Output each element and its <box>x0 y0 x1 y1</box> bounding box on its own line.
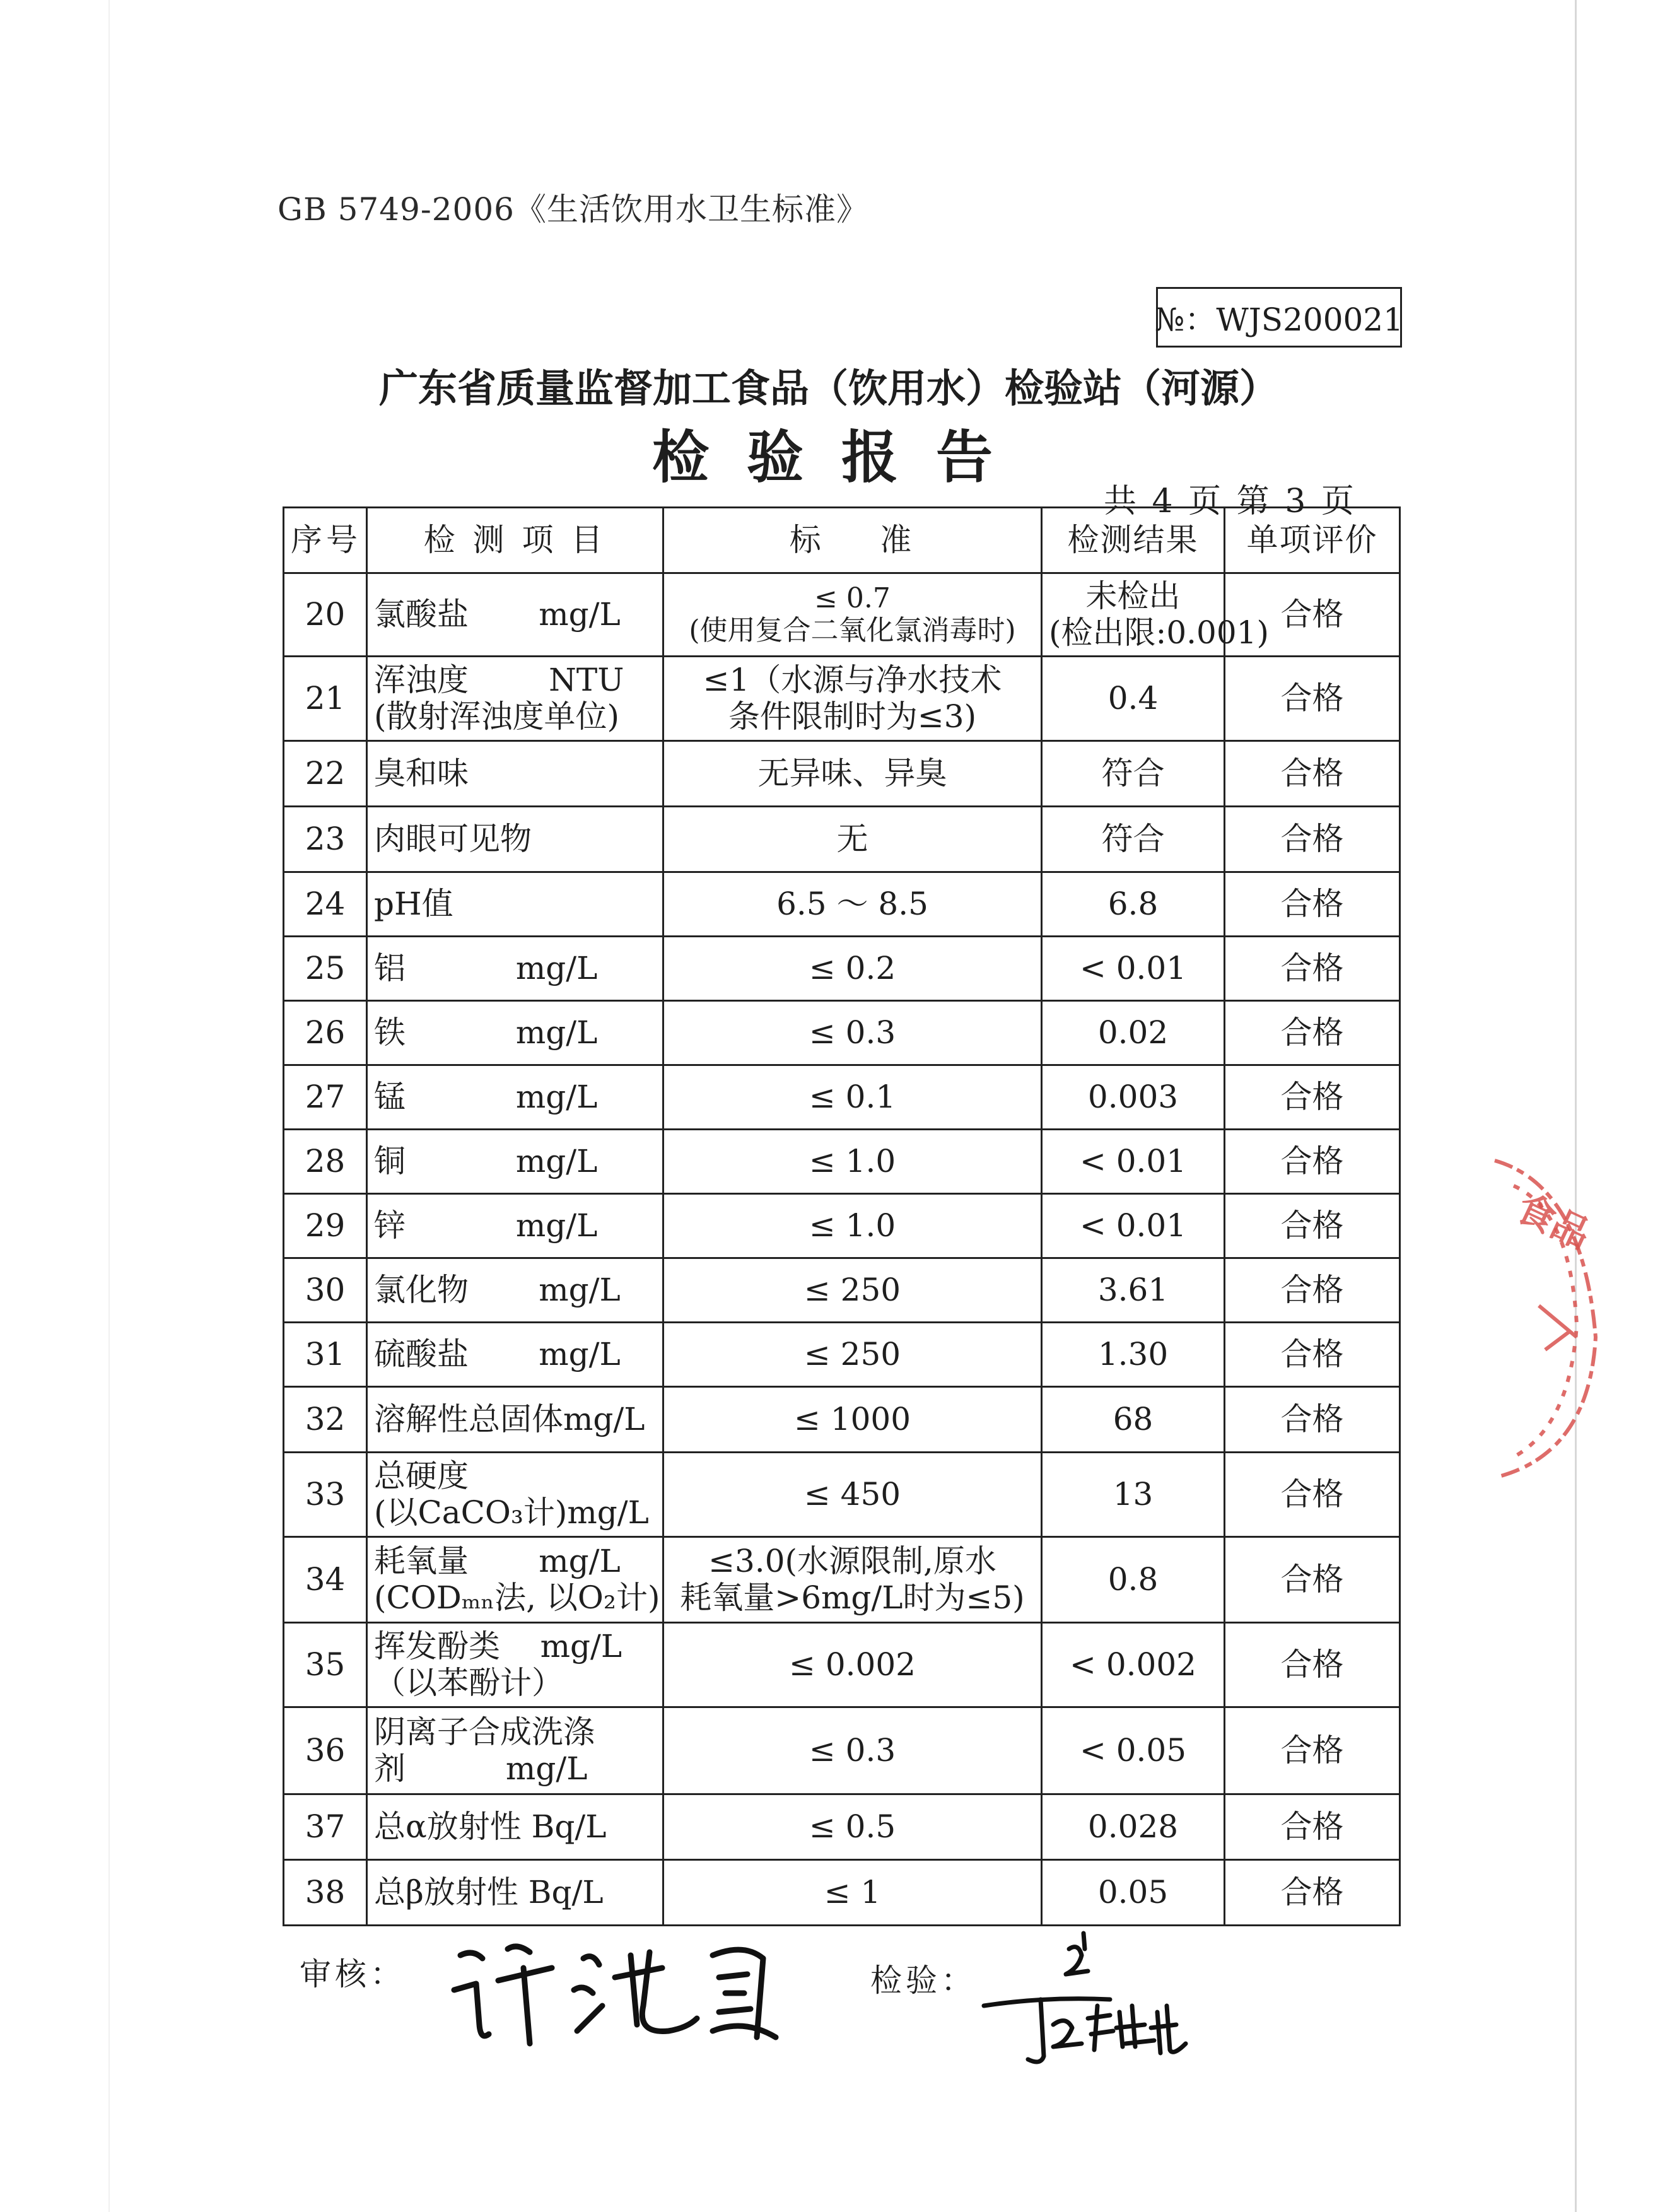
row-item: 耗氧量 mg/L (CODₘₙ法, 以O₂计) <box>367 1537 663 1623</box>
table-row <box>284 1387 1400 1453</box>
row-item: 肉眼可见物 <box>367 807 663 872</box>
row-result: 3.61 <box>1042 1258 1225 1323</box>
row-standard: ≤ 450 <box>663 1453 1042 1537</box>
row-no: 32 <box>284 1387 367 1453</box>
row-no: 25 <box>284 937 367 1001</box>
row-standard: ≤ 0.2 <box>663 937 1042 1001</box>
row-result: 13 <box>1042 1453 1225 1537</box>
table-row <box>284 1258 1400 1323</box>
row-result: < 0.01 <box>1042 1194 1225 1258</box>
seal-stamp-text: 食品 <box>1509 1186 1598 1258</box>
row-evaluation: 合格 <box>1225 1387 1400 1453</box>
row-no: 21 <box>284 657 367 741</box>
table-row <box>284 1707 1400 1794</box>
table-row <box>284 1065 1400 1130</box>
col-header-evaluation: 单项评价 <box>1225 508 1400 573</box>
table-row <box>284 573 1400 657</box>
table-row <box>284 1001 1400 1065</box>
row-standard: ≤3.0(水源限制,原水 耗氧量>6mg/L时为≤5) <box>663 1537 1042 1623</box>
row-result: < 0.002 <box>1042 1623 1225 1707</box>
row-result: < 0.05 <box>1042 1707 1225 1794</box>
row-result: 1.30 <box>1042 1323 1225 1387</box>
col-header-item: 检 测 项 目 <box>367 508 663 573</box>
row-no: 35 <box>284 1623 367 1707</box>
report-number-box: №：WJS200021 <box>1156 287 1402 348</box>
row-item: 氯酸盐 mg/L <box>367 573 663 657</box>
table-row <box>284 1537 1400 1623</box>
table-row <box>284 807 1400 872</box>
table-row <box>284 1194 1400 1258</box>
row-evaluation: 合格 <box>1225 657 1400 741</box>
row-no: 27 <box>284 1065 367 1130</box>
row-result: 68 <box>1042 1387 1225 1453</box>
row-evaluation: 合格 <box>1225 937 1400 1001</box>
row-standard: ≤ 250 <box>663 1323 1042 1387</box>
row-evaluation: 合格 <box>1225 1065 1400 1130</box>
row-item: 总α放射性 Bq/L <box>367 1794 663 1860</box>
row-no: 28 <box>284 1130 367 1194</box>
table-row <box>284 1794 1400 1860</box>
row-item: 浑浊度 NTU (散射浑浊度单位) <box>367 657 663 741</box>
row-evaluation: 合格 <box>1225 1001 1400 1065</box>
row-standard: ≤ 1 <box>663 1860 1042 1926</box>
row-evaluation: 合格 <box>1225 1323 1400 1387</box>
reviewer-signature <box>448 1930 801 2056</box>
col-header-no: 序号 <box>284 508 367 573</box>
row-item: 硫酸盐 mg/L <box>367 1323 663 1387</box>
row-no: 34 <box>284 1537 367 1623</box>
row-evaluation: 合格 <box>1225 1794 1400 1860</box>
row-standard: ≤ 1.0 <box>663 1194 1042 1258</box>
row-result: 0.02 <box>1042 1001 1225 1065</box>
row-evaluation: 合格 <box>1225 1860 1400 1926</box>
row-standard: ≤ 0.7 (使用复合二氧化氯消毒时) <box>663 573 1042 657</box>
row-no: 26 <box>284 1001 367 1065</box>
table-row <box>284 1860 1400 1926</box>
row-standard: ≤ 0.002 <box>663 1623 1042 1707</box>
row-standard: ≤ 250 <box>663 1258 1042 1323</box>
row-evaluation: 合格 <box>1225 1258 1400 1323</box>
row-result: 6.8 <box>1042 872 1225 937</box>
row-standard: ≤ 0.1 <box>663 1065 1042 1130</box>
row-item: 挥发酚类 mg/L （以苯酚计） <box>367 1623 663 1707</box>
table-row <box>284 872 1400 937</box>
table-row <box>284 1323 1400 1387</box>
table-row <box>284 1623 1400 1707</box>
row-no: 20 <box>284 573 367 657</box>
row-item: 铁 mg/L <box>367 1001 663 1065</box>
row-item: 溶解性总固体mg/L <box>367 1387 663 1453</box>
table-row <box>284 741 1400 807</box>
row-item: 铜 mg/L <box>367 1130 663 1194</box>
row-standard: 无 <box>663 807 1042 872</box>
row-no: 30 <box>284 1258 367 1323</box>
row-result: < 0.01 <box>1042 1130 1225 1194</box>
row-standard: ≤ 1000 <box>663 1387 1042 1453</box>
row-no: 24 <box>284 872 367 937</box>
scan-edge-right <box>1575 0 1577 2212</box>
row-item: 阴离子合成洗涤 剂 mg/L <box>367 1707 663 1794</box>
table-row <box>284 657 1400 741</box>
row-no: 38 <box>284 1860 367 1926</box>
row-item: 臭和味 <box>367 741 663 807</box>
seal-stamp <box>1488 1148 1665 1489</box>
row-standard: ≤ 0.5 <box>663 1794 1042 1860</box>
row-evaluation: 合格 <box>1225 1537 1400 1623</box>
row-evaluation: 合格 <box>1225 741 1400 807</box>
table-row <box>284 1453 1400 1537</box>
col-header-standard: 标 准 <box>663 508 1042 573</box>
row-result: 0.4 <box>1042 657 1225 741</box>
inspector-label: 检验： <box>870 1962 976 1999</box>
table-header-row <box>284 508 1400 573</box>
station-title: 广东省质量监督加工食品（饮用水）检验站（河源） <box>378 365 1278 411</box>
row-standard: ≤ 0.3 <box>663 1707 1042 1794</box>
row-result: < 0.01 <box>1042 937 1225 1001</box>
row-result: 未检出 (检出限:0.001) <box>1042 573 1225 657</box>
row-evaluation: 合格 <box>1225 1130 1400 1194</box>
row-item: 锌 mg/L <box>367 1194 663 1258</box>
row-result: 符合 <box>1042 807 1225 872</box>
row-standard: ≤ 0.3 <box>663 1001 1042 1065</box>
row-evaluation: 合格 <box>1225 807 1400 872</box>
scan-edge-left <box>108 0 110 2212</box>
row-item: 总硬度 (以CaCO₃计)mg/L <box>367 1453 663 1537</box>
row-result: 符合 <box>1042 741 1225 807</box>
row-standard: 6.5 ～ 8.5 <box>663 872 1042 937</box>
row-no: 31 <box>284 1323 367 1387</box>
row-standard: 无异味、异臭 <box>663 741 1042 807</box>
row-evaluation: 合格 <box>1225 1194 1400 1258</box>
row-item: 氯化物 mg/L <box>367 1258 663 1323</box>
row-no: 33 <box>284 1453 367 1537</box>
row-result: 0.05 <box>1042 1860 1225 1926</box>
row-item: 铝 mg/L <box>367 937 663 1001</box>
row-result: 0.003 <box>1042 1065 1225 1130</box>
row-no: 37 <box>284 1794 367 1860</box>
inspector-signature <box>971 1930 1224 2069</box>
row-result: 0.028 <box>1042 1794 1225 1860</box>
table-row <box>284 1130 1400 1194</box>
page-info: 共 4 页 第 3 页 <box>1104 483 1357 520</box>
row-no: 23 <box>284 807 367 872</box>
row-no: 36 <box>284 1707 367 1794</box>
row-evaluation: 合格 <box>1225 1453 1400 1537</box>
row-standard: ≤1（水源与净水技术 条件限制时为≤3) <box>663 657 1042 741</box>
row-result: 0.8 <box>1042 1537 1225 1623</box>
row-item: 总β放射性 Bq/L <box>367 1860 663 1926</box>
report-title: 检验报告 <box>652 424 1031 491</box>
row-evaluation: 合格 <box>1225 1623 1400 1707</box>
row-item: pH值 <box>367 872 663 937</box>
col-header-result: 检测结果 <box>1042 508 1225 573</box>
row-no: 29 <box>284 1194 367 1258</box>
row-evaluation: 合格 <box>1225 1707 1400 1794</box>
reviewer-label: 审核： <box>300 1956 406 1993</box>
standard-reference: GB 5749-2006《生活饮用水卫生标准》 <box>278 191 868 228</box>
inspection-table <box>283 506 1401 1926</box>
table-row <box>284 937 1400 1001</box>
row-no: 22 <box>284 741 367 807</box>
row-standard: ≤ 1.0 <box>663 1130 1042 1194</box>
row-evaluation: 合格 <box>1225 872 1400 937</box>
row-item: 锰 mg/L <box>367 1065 663 1130</box>
row-evaluation: 合格 <box>1225 573 1400 657</box>
